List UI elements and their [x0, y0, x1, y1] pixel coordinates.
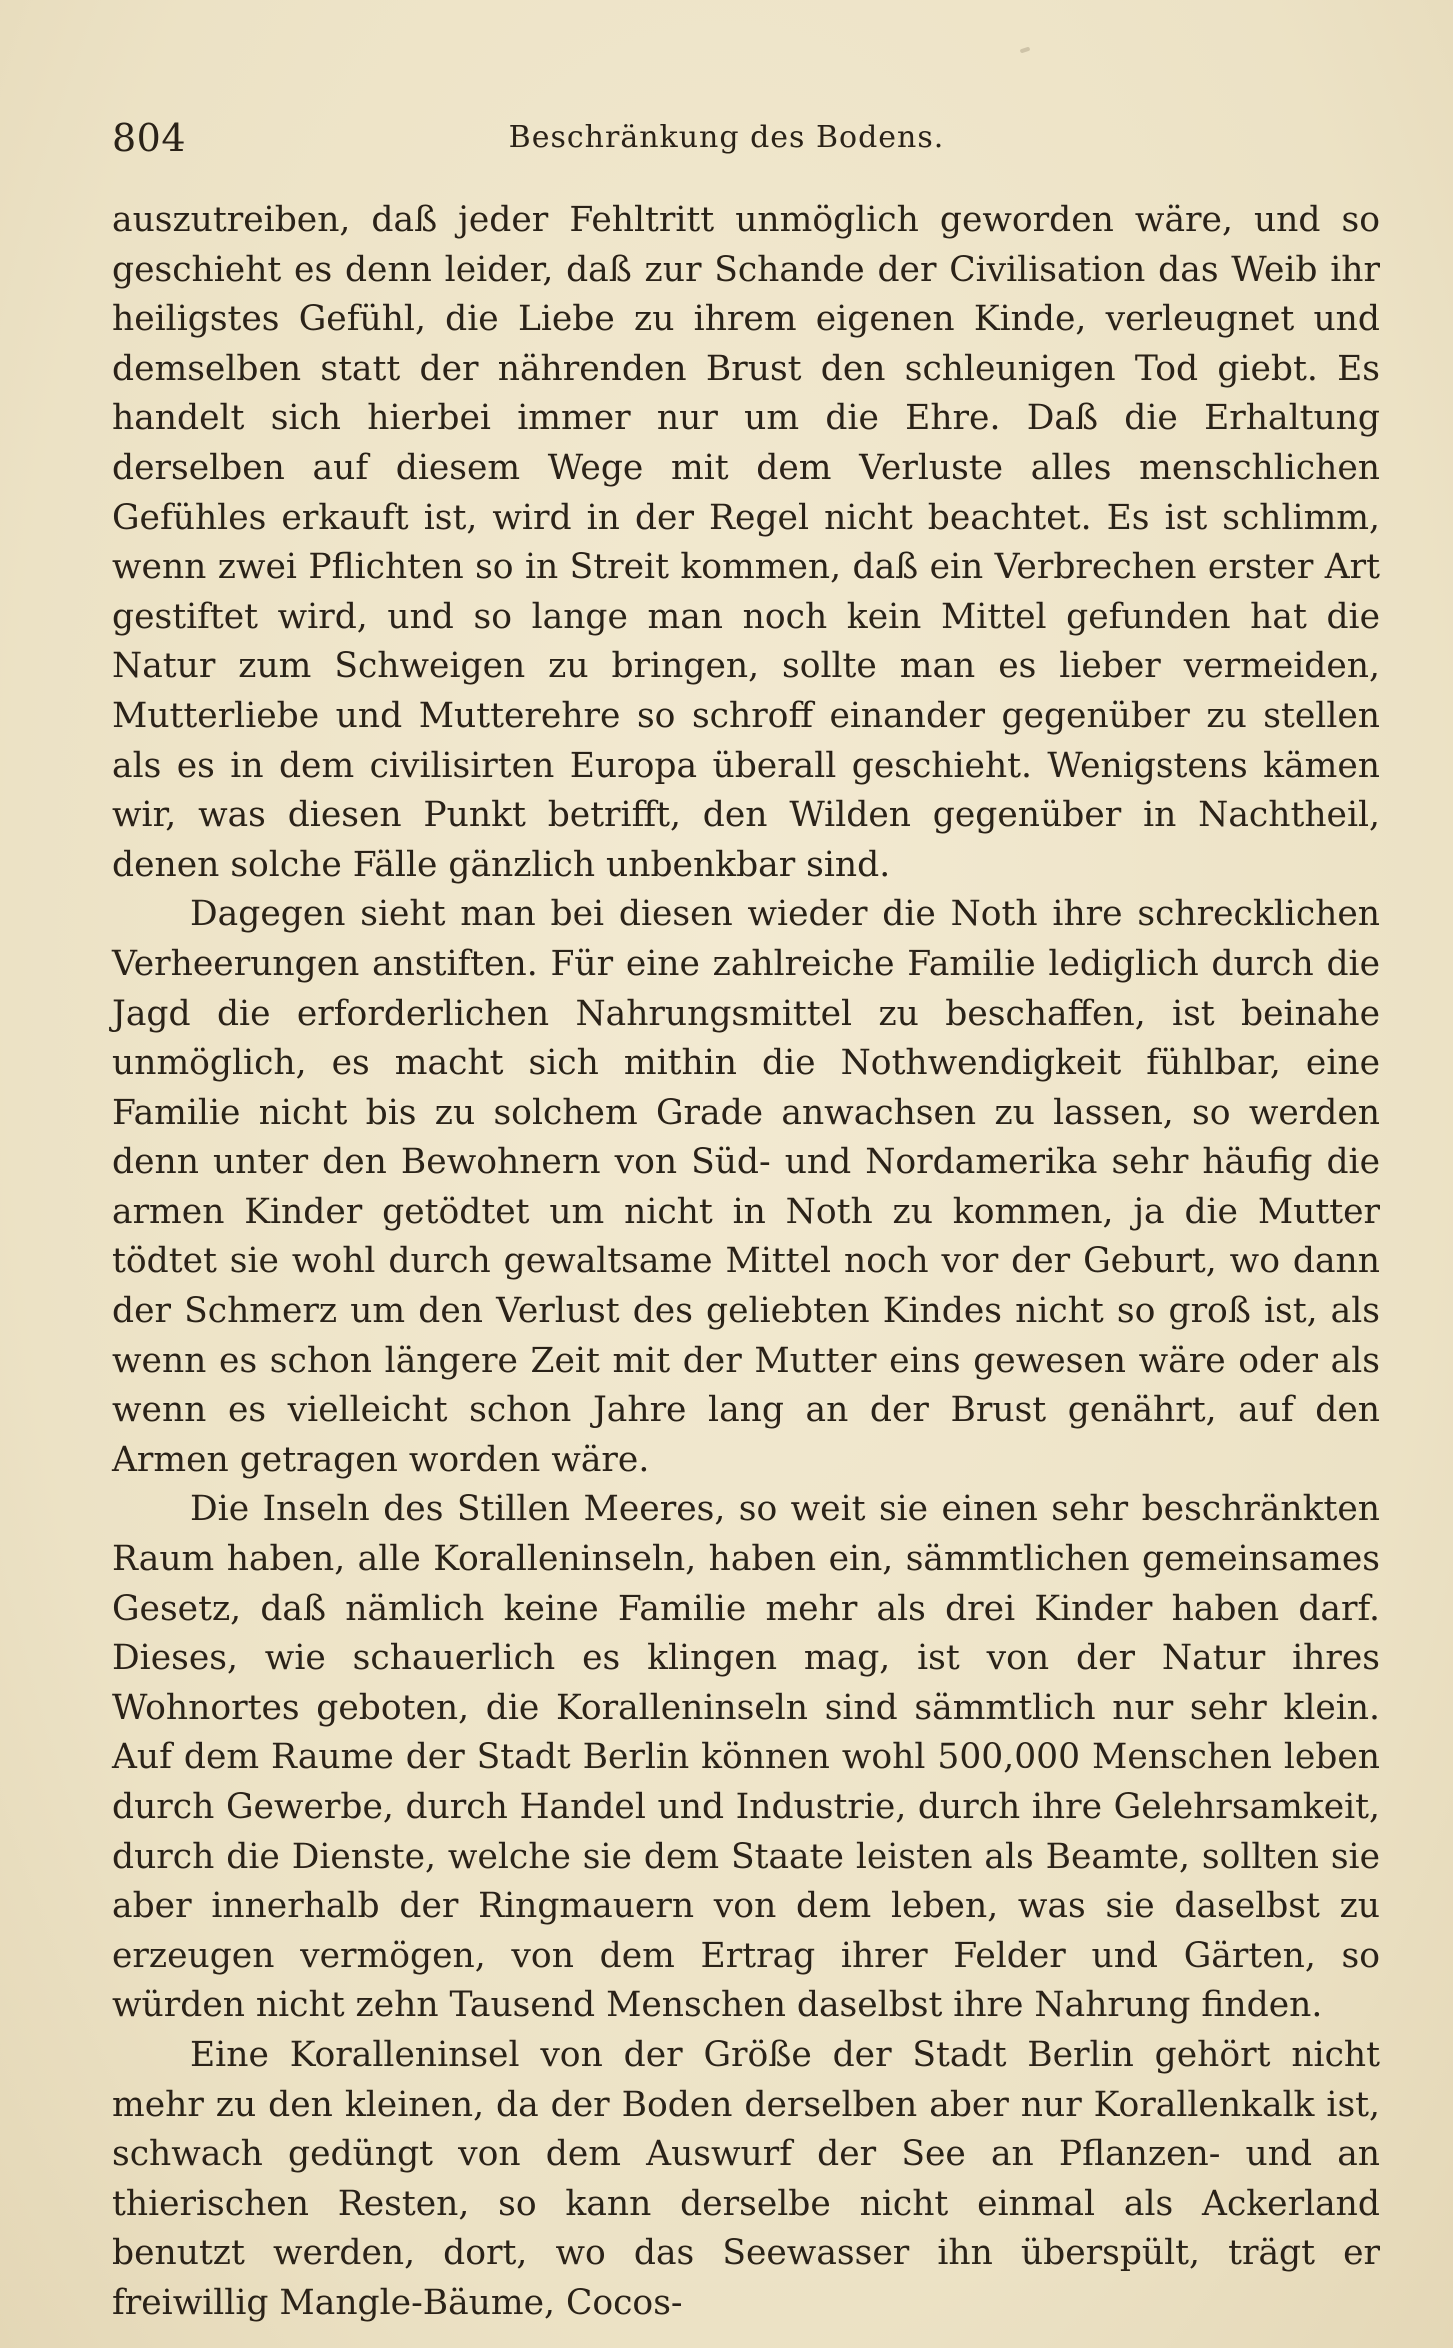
paragraph: Eine Koralleninsel von der Größe der Stadt Berlin gehört nicht mehr zu den kleinen, da der Boden derselben aber nur Korallenkalk ist, schwach gedüngt von dem Auswurf der See an Pflanzen- und an thierischen Resten, so kann derselbe nicht einmal als Ackerland benutzt werden, dort, wo das Seewasser ihn überspült, trägt er freiwillig Mangle-Bäume, Cocos-	[112, 2034, 1380, 2323]
paragraph: Die Inseln des Stillen Meeres, so weit sie einen sehr beschränkten Raum haben, alle Koralleninseln, haben ein, sämmtlichen gemeinsames Gesetz, daß nämlich keine Familie mehr als drei Kinder haben darf. Dieses, wie schauerlich es klingen mag, ist von der Natur ihres Wohnortes geboten, die Koralleninseln sind sämmtlich nur sehr klein. Auf dem Raume der Stadt Berlin können wohl 500,000 Menschen leben durch Gewerbe, durch Handel und Industrie, durch ihre Gelehrsamkeit, durch die Dienste, welche sie dem Staate leisten als Beamte, sollten sie aber innerhalb der Ringmauern von dem leben, was sie daselbst zu erzeugen vermögen, von dem Ertrag ihrer Felder und Gärten, so würden nicht zehn Tausend Menschen daselbst ihre Nahrung finden.	[112, 1489, 1380, 2026]
paragraph: Dagegen sieht man bei diesen wieder die Noth ihre schrecklichen Verheerungen anstiften. Für eine zahlreiche Familie lediglich durch die Jagd die erforderlichen Nahrungsmittel zu beschaffen, ist beinahe unmöglich, es macht sich mithin die Nothwendigkeit fühlbar, eine Familie nicht bis zu solchem Grade anwachsen zu lassen, so werden denn unter den Bewohnern von Süd- und Nordamerika sehr häufig die armen Kinder getödtet um nicht in Noth zu kommen, ja die Mutter tödtet sie wohl durch gewaltsame Mittel noch vor der Geburt, wo dann der Schmerz um den Verlust des geliebten Kindes nicht so groß ist, als wenn es schon längere Zeit mit der Mutter eins gewesen wäre oder als wenn es vielleicht schon Jahre lang an der Brust genährt, auf den Armen getragen worden wäre.	[112, 894, 1380, 1480]
page-header	[112, 112, 1341, 162]
paragraph: auszutreiben, daß jeder Fehltritt unmöglich geworden wäre, und so geschieht es denn leider, daß zur Schande der Civilisation das Weib ihr heiligstes Gefühl, die Liebe zu ihrem eigenen Kinde, verleugnet und demselben statt der nährenden Brust den schleunigen Tod giebt. Es handelt sich hierbei immer nur um die Ehre. Daß die Erhaltung derselben auf diesem Wege mit dem Verluste alles menschlichen Gefühles erkauft ist, wird in der Regel nicht beachtet. Es ist schlimm, wenn zwei Pflichten so in Streit kommen, daß ein Verbrechen erster Art gestiftet wird, und so lange man noch kein Mittel gefunden hat die Natur zum Schweigen zu bringen, sollte man es lieber vermeiden, Mutterliebe und Mutterehre so schroff einander gegenüber zu stellen als es in dem civilisirten Europa überall geschieht. Wenigstens kämen wir, was diesen Punkt betrifft, den Wilden gegenüber in Nachtheil, denen solche Fälle gänzlich unbenkbar sind.	[112, 200, 1380, 885]
paper-smudge	[1020, 47, 1031, 54]
body-text	[112, 196, 1380, 2329]
running-title: Beschränkung des Bodens.	[508, 120, 945, 155]
page-number: 804	[112, 116, 187, 160]
